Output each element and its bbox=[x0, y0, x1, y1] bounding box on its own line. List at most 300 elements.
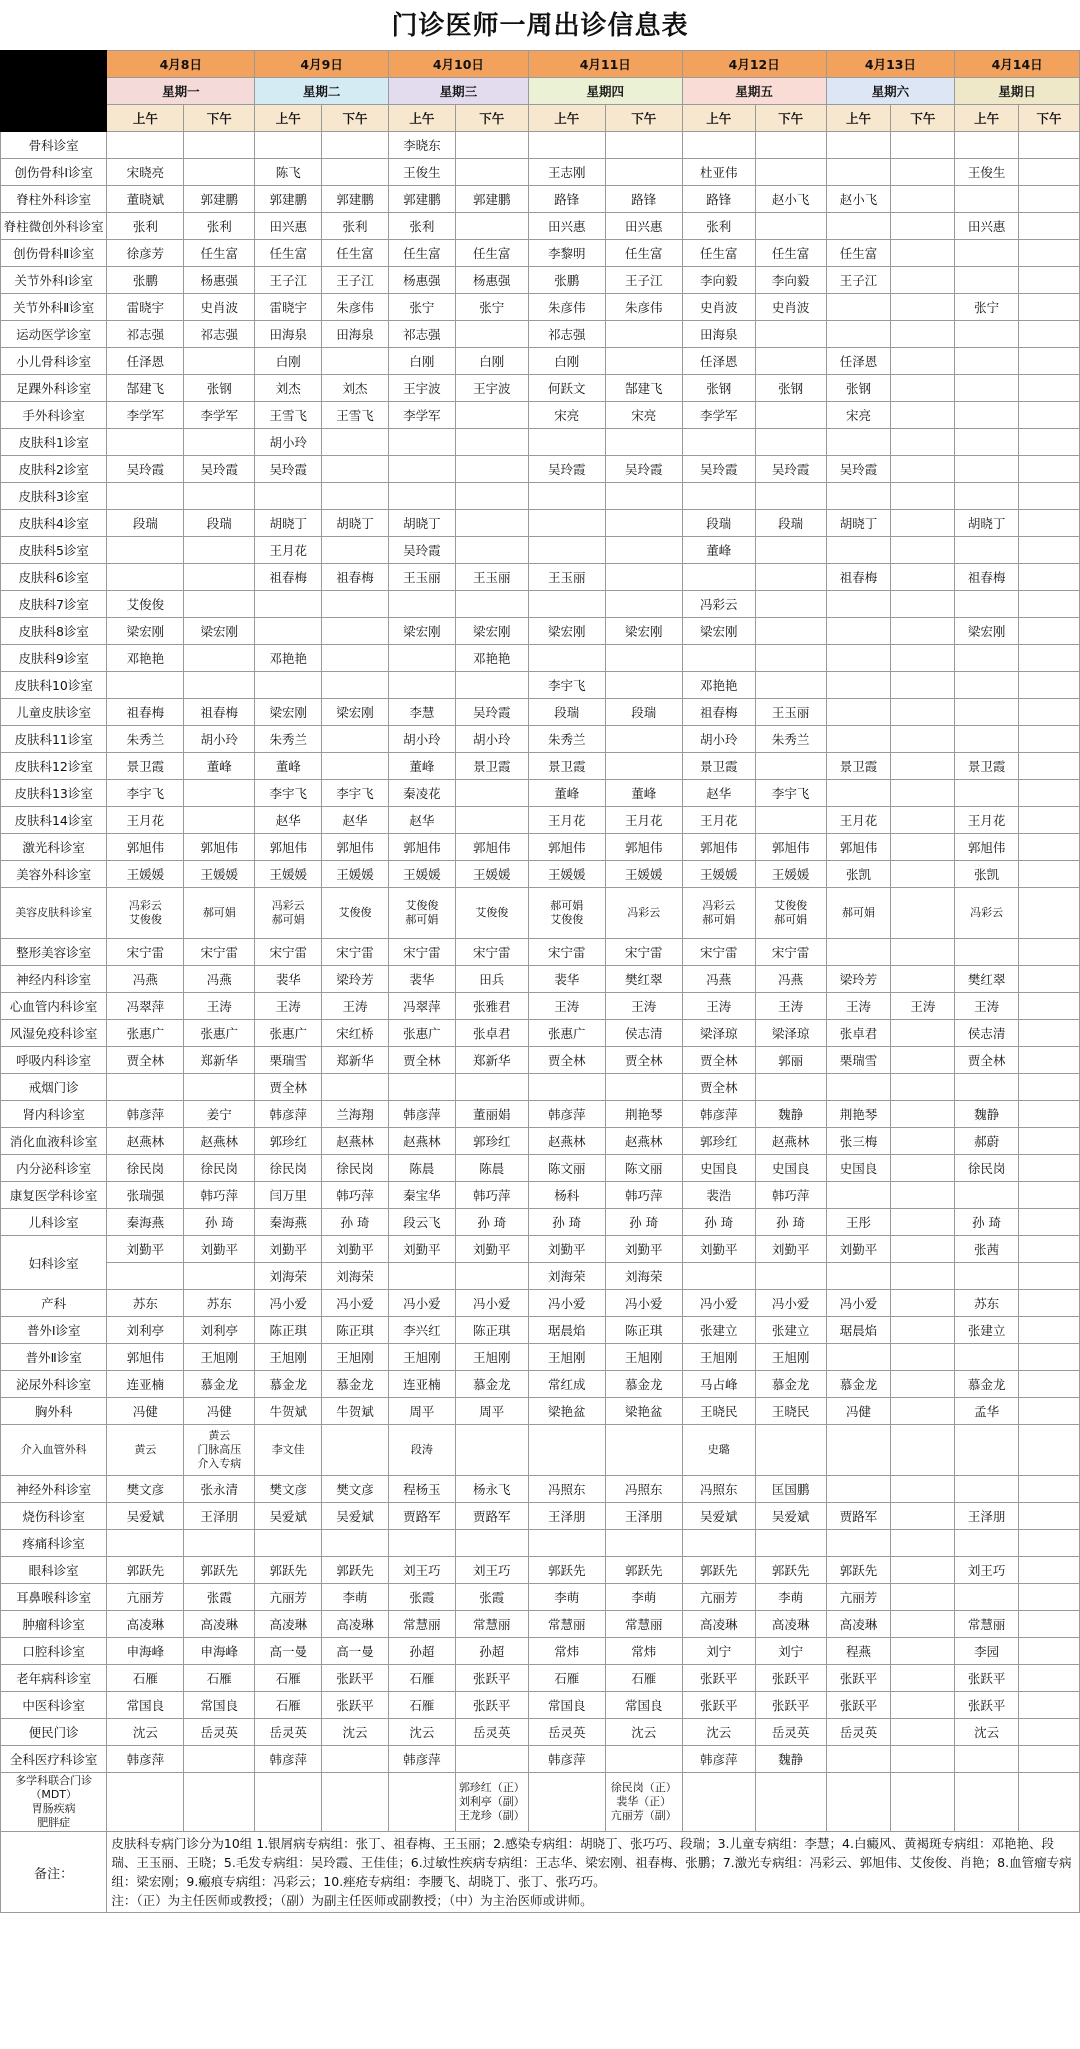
schedule-cell: 王涛 bbox=[755, 993, 826, 1020]
schedule-cell bbox=[322, 1530, 389, 1557]
schedule-cell bbox=[605, 159, 682, 186]
schedule-table bbox=[0, 50, 1080, 1913]
schedule-cell: 李园 bbox=[955, 1638, 1019, 1665]
schedule-cell: 沈云 bbox=[682, 1719, 755, 1746]
schedule-cell: 程杨玉 bbox=[388, 1476, 455, 1503]
schedule-cell bbox=[1019, 1371, 1080, 1398]
schedule-cell: 沈云 bbox=[322, 1719, 389, 1746]
schedule-cell: 刘宁 bbox=[682, 1638, 755, 1665]
schedule-cell bbox=[605, 564, 682, 591]
schedule-cell: 郭旭伟 bbox=[955, 834, 1019, 861]
schedule-cell bbox=[682, 1263, 755, 1290]
table-row bbox=[1, 294, 1080, 321]
schedule-cell: 王媛媛 bbox=[455, 861, 528, 888]
schedule-cell bbox=[528, 1530, 605, 1557]
schedule-cell bbox=[826, 483, 891, 510]
table-row bbox=[1, 1263, 1080, 1290]
dept-name: 皮肤科5诊室 bbox=[1, 537, 107, 564]
date-header: 4月14日 bbox=[955, 51, 1080, 78]
schedule-cell: 慕金龙 bbox=[605, 1371, 682, 1398]
table-row bbox=[1, 1503, 1080, 1530]
schedule-cell: 景卫霞 bbox=[528, 753, 605, 780]
schedule-cell bbox=[1019, 1155, 1080, 1182]
schedule-cell bbox=[528, 1425, 605, 1476]
schedule-cell bbox=[891, 294, 955, 321]
schedule-cell: 贾路军 bbox=[388, 1503, 455, 1530]
schedule-cell: 姜宁 bbox=[184, 1101, 255, 1128]
schedule-cell: 张瑞强 bbox=[107, 1182, 184, 1209]
schedule-cell bbox=[388, 429, 455, 456]
schedule-cell: 樊文彦 bbox=[322, 1476, 389, 1503]
schedule-cell: 郭旭伟 bbox=[107, 834, 184, 861]
schedule-cell: 梁玲芳 bbox=[826, 966, 891, 993]
schedule-cell bbox=[891, 1209, 955, 1236]
schedule-cell: 王彤 bbox=[826, 1209, 891, 1236]
schedule-cell: 朱秀兰 bbox=[255, 726, 322, 753]
schedule-cell bbox=[388, 456, 455, 483]
schedule-cell: 董峰 bbox=[255, 753, 322, 780]
schedule-cell: 孙 琦 bbox=[755, 1209, 826, 1236]
schedule-cell: 赵华 bbox=[322, 807, 389, 834]
table-row bbox=[1, 993, 1080, 1020]
schedule-cell bbox=[826, 1344, 891, 1371]
schedule-cell bbox=[891, 429, 955, 456]
schedule-cell: 贾全林 bbox=[528, 1047, 605, 1074]
schedule-cell: 高凌琳 bbox=[322, 1611, 389, 1638]
schedule-cell: 韩彦萍 bbox=[107, 1101, 184, 1128]
schedule-cell: 吴玲霞 bbox=[184, 456, 255, 483]
schedule-cell bbox=[891, 1263, 955, 1290]
schedule-cell bbox=[755, 1773, 826, 1832]
schedule-cell: 樊文彦 bbox=[107, 1476, 184, 1503]
schedule-cell: 韩彦萍 bbox=[682, 1101, 755, 1128]
schedule-cell bbox=[1019, 1236, 1080, 1263]
schedule-cell bbox=[605, 1530, 682, 1557]
dept-name: 中医科诊室 bbox=[1, 1692, 107, 1719]
schedule-cell bbox=[891, 834, 955, 861]
schedule-cell bbox=[891, 1773, 955, 1832]
schedule-cell bbox=[1019, 456, 1080, 483]
schedule-cell: 韩彦萍 bbox=[107, 1746, 184, 1773]
dept-name: 皮肤科7诊室 bbox=[1, 591, 107, 618]
schedule-cell bbox=[955, 699, 1019, 726]
schedule-cell: 郑新华 bbox=[184, 1047, 255, 1074]
schedule-cell: 王晓民 bbox=[755, 1398, 826, 1425]
dept-name: 皮肤科3诊室 bbox=[1, 483, 107, 510]
schedule-cell bbox=[1019, 1611, 1080, 1638]
schedule-cell bbox=[184, 807, 255, 834]
schedule-cell: 慕金龙 bbox=[955, 1371, 1019, 1398]
schedule-cell: 刘杰 bbox=[322, 375, 389, 402]
schedule-cell: 张建立 bbox=[682, 1317, 755, 1344]
schedule-cell: 任生富 bbox=[605, 240, 682, 267]
schedule-cell: 徐民岗 bbox=[322, 1155, 389, 1182]
schedule-cell bbox=[755, 132, 826, 159]
schedule-cell bbox=[322, 1425, 389, 1476]
schedule-cell: 杨永飞 bbox=[455, 1476, 528, 1503]
schedule-cell bbox=[1019, 294, 1080, 321]
schedule-cell: 郭旭伟 bbox=[322, 834, 389, 861]
weekday-header: 星期二 bbox=[255, 78, 389, 105]
schedule-cell: 祖春梅 bbox=[682, 699, 755, 726]
schedule-cell: 王子江 bbox=[322, 267, 389, 294]
schedule-cell: 贾路军 bbox=[826, 1503, 891, 1530]
schedule-cell: 胡小玲 bbox=[184, 726, 255, 753]
schedule-cell: 赵华 bbox=[682, 780, 755, 807]
schedule-cell: 吴玲霞 bbox=[826, 456, 891, 483]
schedule-cell: 吴玲霞 bbox=[388, 537, 455, 564]
dept-name: 消化血液科诊室 bbox=[1, 1128, 107, 1155]
schedule-cell: 申海峰 bbox=[184, 1638, 255, 1665]
schedule-cell: 常红成 bbox=[528, 1371, 605, 1398]
schedule-cell bbox=[755, 1074, 826, 1101]
schedule-cell bbox=[1019, 1398, 1080, 1425]
schedule-cell: 段瑞 bbox=[755, 510, 826, 537]
dept-name: 关节外科Ⅱ诊室 bbox=[1, 294, 107, 321]
schedule-cell bbox=[755, 618, 826, 645]
schedule-cell bbox=[826, 429, 891, 456]
schedule-cell bbox=[755, 645, 826, 672]
schedule-cell: 王旭刚 bbox=[455, 1344, 528, 1371]
schedule-cell bbox=[891, 699, 955, 726]
schedule-cell: 张鹏 bbox=[528, 267, 605, 294]
schedule-cell: 孙 琦 bbox=[682, 1209, 755, 1236]
schedule-cell bbox=[322, 753, 389, 780]
table-row bbox=[1, 402, 1080, 429]
schedule-cell: 石雁 bbox=[388, 1665, 455, 1692]
table-row bbox=[1, 1101, 1080, 1128]
schedule-cell: 郭建鹏 bbox=[184, 186, 255, 213]
schedule-cell: 祁志强 bbox=[107, 321, 184, 348]
schedule-cell: 裴华 bbox=[255, 966, 322, 993]
schedule-cell bbox=[1019, 780, 1080, 807]
schedule-cell: 张钢 bbox=[826, 375, 891, 402]
schedule-cell: 李学军 bbox=[184, 402, 255, 429]
schedule-cell: 贾全林 bbox=[388, 1047, 455, 1074]
schedule-cell: 梁宏刚 bbox=[255, 699, 322, 726]
schedule-cell: 沈云 bbox=[107, 1719, 184, 1746]
date-header: 4月9日 bbox=[255, 51, 389, 78]
schedule-cell: 宋宁雷 bbox=[605, 939, 682, 966]
schedule-cell: 郭旭伟 bbox=[682, 834, 755, 861]
table-row bbox=[1, 834, 1080, 861]
schedule-cell bbox=[955, 186, 1019, 213]
dept-name: 皮肤科11诊室 bbox=[1, 726, 107, 753]
schedule-cell: 韩彦萍 bbox=[388, 1101, 455, 1128]
schedule-cell: 郭跃先 bbox=[826, 1557, 891, 1584]
schedule-cell: 田兴惠 bbox=[605, 213, 682, 240]
schedule-cell: 王志刚 bbox=[528, 159, 605, 186]
schedule-cell: 宋红桥 bbox=[322, 1020, 389, 1047]
schedule-cell: 张利 bbox=[184, 213, 255, 240]
schedule-cell: 王旭刚 bbox=[755, 1344, 826, 1371]
schedule-cell: 常炜 bbox=[528, 1638, 605, 1665]
schedule-cell: 田海泉 bbox=[255, 321, 322, 348]
schedule-cell: 路锋 bbox=[605, 186, 682, 213]
schedule-cell: 岳灵英 bbox=[755, 1719, 826, 1746]
schedule-cell: 郭建鹏 bbox=[455, 186, 528, 213]
schedule-cell bbox=[322, 1074, 389, 1101]
schedule-cell bbox=[891, 861, 955, 888]
schedule-cell bbox=[891, 159, 955, 186]
dept-name: 胸外科 bbox=[1, 1398, 107, 1425]
schedule-cell bbox=[826, 1263, 891, 1290]
schedule-cell: 王媛媛 bbox=[255, 861, 322, 888]
table-row bbox=[1, 348, 1080, 375]
schedule-cell: 韩巧萍 bbox=[455, 1182, 528, 1209]
schedule-cell bbox=[322, 618, 389, 645]
schedule-cell: 慕金龙 bbox=[455, 1371, 528, 1398]
schedule-cell: 刘勤平 bbox=[755, 1236, 826, 1263]
dept-name: 皮肤科6诊室 bbox=[1, 564, 107, 591]
schedule-cell bbox=[891, 807, 955, 834]
schedule-cell: 张跃平 bbox=[826, 1692, 891, 1719]
schedule-cell: 冯小爱 bbox=[455, 1290, 528, 1317]
dept-name: 心血管内科诊室 bbox=[1, 993, 107, 1020]
schedule-cell: 张利 bbox=[322, 213, 389, 240]
schedule-cell bbox=[891, 213, 955, 240]
schedule-cell bbox=[107, 1074, 184, 1101]
table-row bbox=[1, 1155, 1080, 1182]
table-row bbox=[1, 564, 1080, 591]
schedule-cell bbox=[184, 348, 255, 375]
schedule-cell: 张利 bbox=[388, 213, 455, 240]
schedule-cell bbox=[826, 591, 891, 618]
schedule-cell: 宋晓亮 bbox=[107, 159, 184, 186]
dept-name: 神经外科诊室 bbox=[1, 1476, 107, 1503]
table-row bbox=[1, 645, 1080, 672]
table-row bbox=[1, 939, 1080, 966]
schedule-cell: 王玉丽 bbox=[455, 564, 528, 591]
table-row bbox=[1, 483, 1080, 510]
schedule-cell bbox=[455, 132, 528, 159]
schedule-cell: 冯燕 bbox=[755, 966, 826, 993]
schedule-cell bbox=[891, 348, 955, 375]
schedule-cell bbox=[107, 1773, 184, 1832]
schedule-cell: 胡晓丁 bbox=[255, 510, 322, 537]
schedule-cell: 杨科 bbox=[528, 1182, 605, 1209]
schedule-cell: 郭旭伟 bbox=[755, 834, 826, 861]
schedule-cell: 雷晓宇 bbox=[107, 294, 184, 321]
schedule-cell: 祁志强 bbox=[388, 321, 455, 348]
schedule-cell bbox=[1019, 1020, 1080, 1047]
schedule-cell bbox=[1019, 213, 1080, 240]
schedule-cell: 苏东 bbox=[955, 1290, 1019, 1317]
schedule-cell: 孙 琦 bbox=[322, 1209, 389, 1236]
schedule-cell bbox=[528, 1773, 605, 1832]
schedule-cell: 王月花 bbox=[107, 807, 184, 834]
schedule-cell bbox=[605, 483, 682, 510]
schedule-cell: 李萌 bbox=[605, 1584, 682, 1611]
schedule-cell: 梁宏刚 bbox=[184, 618, 255, 645]
schedule-cell bbox=[605, 510, 682, 537]
schedule-cell: 贾全林 bbox=[107, 1047, 184, 1074]
schedule-cell: 刘勤平 bbox=[107, 1236, 184, 1263]
schedule-cell bbox=[388, 1773, 455, 1832]
schedule-cell bbox=[1019, 645, 1080, 672]
schedule-cell bbox=[107, 1530, 184, 1557]
schedule-cell: 陈晨 bbox=[455, 1155, 528, 1182]
schedule-cell: 常慧丽 bbox=[955, 1611, 1019, 1638]
date-header: 4月10日 bbox=[388, 51, 528, 78]
schedule-cell: 琚晨焰 bbox=[826, 1317, 891, 1344]
schedule-cell: 任泽恩 bbox=[682, 348, 755, 375]
schedule-cell: 高凌琳 bbox=[184, 1611, 255, 1638]
schedule-cell: 胡小玲 bbox=[388, 726, 455, 753]
schedule-cell: 王涛 bbox=[184, 993, 255, 1020]
schedule-cell bbox=[255, 672, 322, 699]
schedule-cell: 吴玲霞 bbox=[682, 456, 755, 483]
schedule-cell: 张霞 bbox=[455, 1584, 528, 1611]
schedule-cell bbox=[184, 483, 255, 510]
schedule-cell bbox=[1019, 699, 1080, 726]
schedule-cell: 王泽朋 bbox=[955, 1503, 1019, 1530]
schedule-cell bbox=[1019, 1665, 1080, 1692]
schedule-cell: 赵华 bbox=[255, 807, 322, 834]
schedule-cell: 冯彩云 bbox=[605, 888, 682, 939]
schedule-cell bbox=[891, 1236, 955, 1263]
schedule-cell bbox=[955, 132, 1019, 159]
schedule-cell: 王泽朋 bbox=[184, 1503, 255, 1530]
schedule-cell: 田海泉 bbox=[322, 321, 389, 348]
schedule-cell: 梁泽琼 bbox=[682, 1020, 755, 1047]
schedule-cell: 梁宏刚 bbox=[605, 618, 682, 645]
schedule-cell bbox=[826, 672, 891, 699]
schedule-cell: 刘勤平 bbox=[255, 1236, 322, 1263]
schedule-cell: 陈飞 bbox=[255, 159, 322, 186]
dept-name: 脊柱微创外科诊室 bbox=[1, 213, 107, 240]
schedule-cell bbox=[955, 591, 1019, 618]
schedule-cell: 张惠广 bbox=[255, 1020, 322, 1047]
schedule-cell bbox=[891, 1665, 955, 1692]
schedule-cell: 史国良 bbox=[755, 1155, 826, 1182]
schedule-cell: 王月花 bbox=[826, 807, 891, 834]
dept-name: 皮肤科10诊室 bbox=[1, 672, 107, 699]
schedule-cell: 胡晓丁 bbox=[826, 510, 891, 537]
schedule-cell bbox=[682, 429, 755, 456]
schedule-cell bbox=[955, 537, 1019, 564]
schedule-cell bbox=[826, 780, 891, 807]
schedule-cell: 李向毅 bbox=[682, 267, 755, 294]
schedule-cell: 侯志清 bbox=[955, 1020, 1019, 1047]
schedule-cell bbox=[1019, 375, 1080, 402]
schedule-cell bbox=[891, 645, 955, 672]
schedule-cell: 沈云 bbox=[955, 1719, 1019, 1746]
schedule-cell: 吴爱斌 bbox=[322, 1503, 389, 1530]
schedule-cell: 程燕 bbox=[826, 1638, 891, 1665]
schedule-cell: 祁志强 bbox=[184, 321, 255, 348]
schedule-cell bbox=[826, 537, 891, 564]
schedule-cell: 张跃平 bbox=[322, 1665, 389, 1692]
schedule-cell: 朱彦伟 bbox=[605, 294, 682, 321]
schedule-cell: 冯小爱 bbox=[755, 1290, 826, 1317]
schedule-cell: 张宁 bbox=[455, 294, 528, 321]
schedule-cell bbox=[184, 564, 255, 591]
schedule-cell: 王媛媛 bbox=[322, 861, 389, 888]
schedule-cell: 郭跃先 bbox=[755, 1557, 826, 1584]
schedule-cell: 郭珍红 bbox=[682, 1128, 755, 1155]
schedule-cell: 刘海荣 bbox=[528, 1263, 605, 1290]
dept-name: 美容外科诊室 bbox=[1, 861, 107, 888]
schedule-body bbox=[1, 132, 1080, 1832]
schedule-cell bbox=[891, 537, 955, 564]
schedule-cell: 吴玲霞 bbox=[255, 456, 322, 483]
schedule-cell bbox=[455, 1263, 528, 1290]
dept-name: 整形美容诊室 bbox=[1, 939, 107, 966]
schedule-cell: 贾全林 bbox=[255, 1074, 322, 1101]
schedule-cell: 张惠广 bbox=[388, 1020, 455, 1047]
dept-name: 皮肤科14诊室 bbox=[1, 807, 107, 834]
dept-name: 疼痛科诊室 bbox=[1, 1530, 107, 1557]
schedule-cell: 吴爱斌 bbox=[255, 1503, 322, 1530]
schedule-cell: 王月花 bbox=[528, 807, 605, 834]
schedule-cell bbox=[184, 1773, 255, 1832]
schedule-cell: 王涛 bbox=[255, 993, 322, 1020]
schedule-cell: 吴爱斌 bbox=[755, 1503, 826, 1530]
schedule-cell: 艾俊俊 bbox=[455, 888, 528, 939]
schedule-cell: 董晓斌 bbox=[107, 186, 184, 213]
schedule-cell: 亢丽芳 bbox=[682, 1584, 755, 1611]
pm-header: 下午 bbox=[455, 105, 528, 132]
schedule-cell bbox=[826, 1182, 891, 1209]
schedule-cell: 亢丽芳 bbox=[826, 1584, 891, 1611]
schedule-cell: 艾俊俊 郝可娟 bbox=[388, 888, 455, 939]
schedule-cell bbox=[107, 537, 184, 564]
dept-name: 足踝外科诊室 bbox=[1, 375, 107, 402]
schedule-cell bbox=[528, 510, 605, 537]
schedule-cell: 祖春梅 bbox=[255, 564, 322, 591]
schedule-cell bbox=[322, 672, 389, 699]
table-row bbox=[1, 1584, 1080, 1611]
schedule-cell bbox=[605, 753, 682, 780]
schedule-cell: 冯彩云 bbox=[682, 591, 755, 618]
schedule-cell bbox=[322, 429, 389, 456]
schedule-cell bbox=[455, 807, 528, 834]
schedule-cell bbox=[255, 483, 322, 510]
schedule-cell: 樊红翠 bbox=[955, 966, 1019, 993]
schedule-cell bbox=[455, 1530, 528, 1557]
schedule-cell: 张凯 bbox=[955, 861, 1019, 888]
table-row bbox=[1, 861, 1080, 888]
schedule-cell: 匡国鹏 bbox=[755, 1476, 826, 1503]
schedule-cell: 王月花 bbox=[682, 807, 755, 834]
schedule-cell: 冯彩云 郝可娟 bbox=[682, 888, 755, 939]
schedule-cell: 梁宏刚 bbox=[455, 618, 528, 645]
schedule-cell bbox=[891, 483, 955, 510]
schedule-cell: 李向毅 bbox=[755, 267, 826, 294]
schedule-cell: 韩巧萍 bbox=[605, 1182, 682, 1209]
schedule-cell: 史国良 bbox=[682, 1155, 755, 1182]
schedule-cell bbox=[955, 1074, 1019, 1101]
schedule-cell bbox=[255, 132, 322, 159]
dept-name: 产科 bbox=[1, 1290, 107, 1317]
schedule-cell: 白刚 bbox=[255, 348, 322, 375]
schedule-cell: 杨惠强 bbox=[455, 267, 528, 294]
schedule-cell: 徐民岗 bbox=[255, 1155, 322, 1182]
schedule-cell: 朱彦伟 bbox=[322, 294, 389, 321]
table-row bbox=[1, 1344, 1080, 1371]
schedule-cell bbox=[1019, 429, 1080, 456]
am-header: 上午 bbox=[255, 105, 322, 132]
dept-name: 激光科诊室 bbox=[1, 834, 107, 861]
schedule-cell: 高凌琳 bbox=[255, 1611, 322, 1638]
table-row bbox=[1, 1557, 1080, 1584]
schedule-cell: 赵燕林 bbox=[322, 1128, 389, 1155]
schedule-cell bbox=[755, 402, 826, 429]
schedule-cell: 冯燕 bbox=[107, 966, 184, 993]
schedule-cell: 韩巧萍 bbox=[755, 1182, 826, 1209]
schedule-cell: 刘利亭 bbox=[107, 1317, 184, 1344]
